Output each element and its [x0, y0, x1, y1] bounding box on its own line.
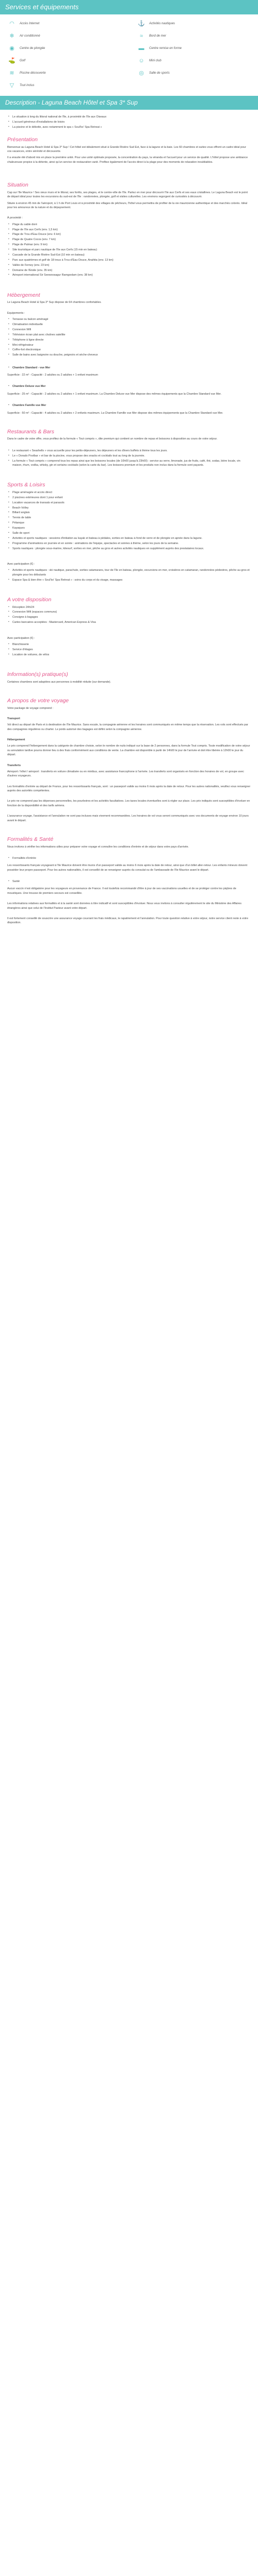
- room-name: ▪ Chambre Deluxe vue Mer: [7, 384, 251, 388]
- equipment-item: ▪ Téléphone à ligne directe: [7, 338, 251, 342]
- nearby-item: ▪ Plage du sable doré: [7, 223, 251, 227]
- situation-paragraph: Située à environ 45 min de l'aéroport, à 1 h de Port Louis et à proximité des villages de pêcheurs, l'hôtel vous permettra de profiter de la vie mauricienne authentique et des marchés colorés. Idéal pour les amoureux de la nature et du dépaysement.: [7, 201, 248, 209]
- nearby-item: ▪ Cascade de la Grande Rivière Sud-Est (10 min en bateau): [7, 253, 251, 257]
- wave-icon: ≈: [139, 33, 143, 40]
- formalites-paragraph: Aucun vaccin n'est obligatoire pour les voyageurs en provenance de France. Il est toutefois recommandé d'être à jour de ses vaccinations usuelles et de se protéger contre les piqûres de moustiques. Une trousse de premiers secours est conseillée.: [7, 887, 236, 895]
- nearby-item: ▪ Parc aux quatrièmes et golf de 18 trous à Trou-d'Eau-Douce, Anahita (env. 13 km): [7, 258, 251, 262]
- formalites-paragraph: Les informations relatives aux formalités et à la santé sont données à titre indicatif et sont susceptibles d'évoluer. Nous vous invitons à consulter régulièrement le site du Ministère des Affaires étrangères ainsi que celui de l'Institut Pasteur avant votre départ.: [7, 902, 241, 910]
- voyage-block-text: Vol direct au départ de Paris et à destination de l'Ile Maurice. Sans escale, la compagnie aérienne et les horaires sont communiqués en même temps que la réservation. Les vols sont effectués par des compagnies régulières ou charter. Le poids autorisé des bagages est défini selon la compagnie aérienne.: [7, 723, 248, 731]
- sports-list: [7, 490, 251, 551]
- restaurant-item: ▪ La formule « Tout compris » comprend tous les repas ainsi que les boissons locales (de 10h00 jusqu'à 23h00) : service au verre, limonade, jus de fruits, café, thé, sodas, bière locale, vin maison, rhum, vodka, whisky, gin et certains cocktails (selon la carte du bar). Les boissons premium et les produits non inclus dans la formule sont payants.: [7, 459, 251, 468]
- sport-item: ▪ Beach-Volley: [7, 506, 251, 510]
- equipment-item: ▪ Climatisation individuelle: [7, 323, 251, 327]
- kids-icon: ☺: [138, 58, 144, 64]
- dumbbell-icon: ▬: [138, 45, 144, 52]
- restaurants-intro: Dans le cadre de votre offre, vous profitez de la formule « Tout compris », dite premium qui contient un nombre de repas et boissons à disposition au cours de votre séjour.: [7, 437, 218, 441]
- disposition-paid-item: ▪ Blanchisserie: [7, 642, 251, 647]
- pool-icon: ≋: [9, 70, 14, 77]
- hotel-page: [0, 0, 258, 952]
- sports-paid-list: [7, 568, 251, 582]
- nearby-list: [7, 223, 251, 278]
- voyage-block-label: Transport: [7, 717, 20, 720]
- disposition-heading: A votre disposition: [7, 596, 52, 603]
- amenity-item: [7, 82, 121, 90]
- amenity-label: Centre remise en forme: [149, 46, 182, 50]
- amenity-label: Mini club: [149, 59, 162, 62]
- amenity-label: Accès Internet: [20, 22, 40, 25]
- sport-item: ▪ Location vacances de transats et parasols: [7, 501, 251, 505]
- room-types: [7, 361, 251, 415]
- voyage-block-text: Le prix comprend l'hébergement dans la catégorie de chambre choisie, selon le nombre de nuits indiqué sur la base de 2 personnes, dans la formule Tout compris. Toute modification de votre séjour ou annulation tardive pourra donner lieu à des frais conformément aux conditions de vente. La chambre est disponible à partir de 14h00 le jour de l'arrivée et doit être libérée à 12h00 le jour du départ.: [7, 744, 250, 757]
- voyage-blocks: [7, 713, 251, 778]
- voyage-block-label: Hébergement: [7, 738, 25, 742]
- hebergement-heading: Hébergement: [7, 292, 40, 298]
- formalites-paragraph: Les ressortissants français voyageant à l'Ile Maurice doivent être munis d'un passeport valide au moins 6 mois après la date de retour, ainsi que d'un billet aller-retour. Les enfants mineurs doivent posséder leur propre passeport. Pour les autres nationalités, il est conseillé de se renseigner auprès du consulat ou de l'ambassade de l'Ile Maurice avant le départ.: [7, 864, 248, 872]
- room-name: ▪ Chambre Standard - vue Mer: [7, 366, 251, 370]
- description-content: [0, 110, 258, 952]
- diving-icon: ◉: [9, 45, 14, 52]
- intro-list: [7, 115, 251, 129]
- amenity-item: [137, 21, 251, 28]
- disposition-paid-label: Avec participation (€) :: [7, 636, 35, 640]
- amenity-item: [7, 45, 121, 53]
- nearby-item: ▪ Vallée de Ferney (env. 23 km): [7, 263, 251, 267]
- room-desc: Superficie : 22 m² - Capacité : 2 adultes ou 2 adultes + 1 enfant maximum: [7, 374, 99, 377]
- room-type: [7, 384, 251, 388]
- nearby-item: ▪ Aéroport international Sir Seewoosagur Ramgoolam (env. 38 km): [7, 273, 251, 277]
- equipment-item: ▪ Coffre-fort électronique: [7, 348, 251, 352]
- voyage-note: Les formalités d'entrée au départ de France, pour les ressortissants français, sont : un passeport valide au moins 6 mois après la date de retour. Pour les autres nationalités, veuillez vous renseigner auprès des autorités compétentes.: [7, 785, 251, 793]
- sport-paid-item: ▪ Espace Spa & bien être « Soul'ko' Spa Retreat » : soins du corps et du visage, massages: [7, 578, 251, 582]
- amenity-label: Bord de mer: [149, 34, 167, 38]
- room-desc: Superficie : 25 m² - Capacité : 2 adultes ou 2 adultes + 1 enfant maximum. La Chambre Deluxe vue Mer dispose des mêmes équipements que la Chambre Standard vue Mer.: [7, 392, 222, 396]
- snowflake-icon: ❄: [9, 33, 14, 40]
- amenity-label: Golf: [20, 59, 26, 62]
- intro-item: ▪ La piscine et le débotte, avec notamment le spa « Soul'ko' Spa Retreat »: [7, 125, 251, 129]
- formalites-subheading-text: ▪ Formalités d'entrée: [7, 856, 251, 860]
- disposition-item: ▪ Cartes bancaires acceptées : Mastercard, American Express & Visa: [7, 620, 251, 624]
- nearby-item: ▪ Domaine de l'Etoile (env. 35 km): [7, 268, 251, 273]
- equipment-list: [7, 317, 251, 358]
- intro-item: ▪ Le situation à long du littoral national de l'Ile, à proximité de l'île aux Oiseaux: [7, 115, 251, 119]
- description-title: Description - Laguna Beach Hôtel et Spa 3* Sup: [0, 96, 258, 110]
- voyage-heading: A propos de votre voyage: [7, 698, 69, 704]
- nearby-item: ▪ Site touristique et parc nautique de l'Ile aux Cerfs (15 min en bateau): [7, 248, 251, 252]
- disposition-item: ▪ Connexion Wifi (espaces communs): [7, 610, 251, 614]
- disposition-item: ▪ Consigne à bagages: [7, 615, 251, 619]
- amenity-item: [7, 33, 121, 40]
- formalites-content: [7, 845, 251, 931]
- hebergement-intro: Le Laguna Beach Hotel & Spa 3* Sup dispose de 64 chambres confortables.: [7, 301, 102, 304]
- disposition-paid-item: ▪ Service d'étages: [7, 648, 251, 652]
- nearby-item: ▪ Plage de l'Ile aux Cerfs (env. 1,5 km): [7, 228, 251, 232]
- cocktail-icon: ▽: [9, 82, 14, 89]
- services-title: Services et équipements: [0, 0, 258, 14]
- sport-item: ▪ Plage aménagée et accès direct: [7, 490, 251, 495]
- sport-item: ▪ Sports nautiques : plongée sous-marine, kitesurf, sorties en mer, pêche au gros et autres activités nautiques en supplément auprès des prestataires locaux.: [7, 547, 251, 551]
- restaurants-heading: Restaurants & Bars: [7, 428, 55, 435]
- voyage-block-label: Transferts: [7, 764, 21, 767]
- formalites-subheading-text: ▪ Santé: [7, 879, 251, 884]
- wifi-icon: ◠: [9, 21, 14, 27]
- amenity-item: [137, 45, 251, 53]
- equipment-item: ▪ Connexion Wifi: [7, 328, 251, 332]
- room-type: [7, 366, 251, 370]
- amenity-label: Piscine découverte: [20, 71, 46, 75]
- situation-heading: Situation: [7, 182, 28, 189]
- room-name: ▪ Chambre Famille vue Mer: [7, 403, 251, 408]
- sport-item: ▪ Pétanque: [7, 521, 251, 525]
- room-desc: Superficie : 50 m² - Capacité : 4 adultes ou 2 adultes + 2 enfants maximum. La Chambre Famille vue Mer dispose des mêmes équipements que la Chambre Standard vue Mer.: [7, 411, 223, 415]
- restaurant-item: ▪ Le restaurant « Seashells » vous accueille pour les petits-déjeuners, les déjeuners et les dîners buffets à thème tous les jours.: [7, 449, 251, 453]
- nearby-label: À proximité :: [7, 216, 23, 220]
- situation-paragraph: Cap sur l'Ile Maurice ! Ses vieux murs et le littoral, ses forêts, ses plages, et le centre-ville de l'île. Partez en mer pour découvrir l'Ile aux Cerfs et ses eaux cristallines. Le Laguna Beach est le point de départ idéal pour toutes les excursions du sud-est de l'île : randonnées, plongée, golf et visites culturelles. Les environs regorgent de curiosités à découvrir.: [7, 191, 248, 199]
- disposition-paid-list: [7, 642, 251, 657]
- amenity-label: Air conditionné: [20, 34, 40, 38]
- amenity-label: Activités nautiques: [149, 22, 175, 25]
- sports-paid-label: Avec participation (€) :: [7, 562, 35, 566]
- nearby-item: ▪ Plage de Quatre Cocos (env. 7 km): [7, 238, 251, 242]
- presentation-paragraph: Bienvenue au Laguna Beach Hotel & Spa 3* Sup ! Cet hôtel est idéalement situé à Grande Rivière Sud Est, face à la lagune et la baie. Les 60 chambres et suites vous offrent un cadre idéal pour vos vacances, entre sérénité et découverte.: [7, 145, 246, 154]
- disposition-item: ▪ Réception 24h/24: [7, 605, 251, 609]
- amenity-label: Tout inclus: [20, 83, 35, 87]
- equipment-item: ▪ Mini réfrigérateur: [7, 343, 251, 347]
- formalites-subheading: [7, 856, 251, 860]
- voyage-block-text: Aéroport / hôtel / aéroport : transferts en voiture climatisée ou en minibus, avec assistance francophone à l'arrivée. Les transferts sont organisés en fonction des horaires de vol, en groupe avec d'autres voyageurs.: [7, 770, 244, 778]
- disposition-paid-item: ▪ Location de voitures, de vélos: [7, 653, 251, 657]
- sport-item: ▪ Activités et sports nautiques : sessions d'initiation au kayak et bateau à pédales, sorties en bateau à fond de verre et de plongée en apnée dans la lagune.: [7, 536, 251, 540]
- disposition-list: [7, 605, 251, 625]
- amenity-item: [7, 21, 121, 28]
- kayak-icon: ⚓: [138, 21, 145, 27]
- presentation-paragraph: Il a ensuite été d'abord mis en place la première unité. Pour une unité optimale proposée, la concentration du pays, la véranda et l'accueil pour un service de qualité. L'hôtel propose une ambiance chaleureuse propice à la détente, ainsi qu'un service de restauration varié. Profitez également de l'accès direct à la plage pour des moments de relaxation inoubliables.: [7, 156, 248, 164]
- pratiques-text: Certaines chambres sont adaptées aux personnes à mobilité réduite (sur demande).: [7, 680, 111, 684]
- equipment-item: ▪ Télévision écran plat avec chaînes satellite: [7, 333, 251, 337]
- amenity-item: [137, 58, 251, 65]
- voyage-intro: Votre package de voyage comprend :: [7, 706, 54, 710]
- nearby-item: ▪ Plage de Trou d'Eau Douce (env. 6 km): [7, 232, 251, 236]
- restaurants-list: [7, 449, 251, 468]
- restaurant-item: ▪ Le « Dorado Poolbar » et bar de la piscine, vous propose des snacks et cocktails tout au long de la journée.: [7, 454, 251, 458]
- sport-paid-item: ▪ Activités et sports nautiques : ski nautique, parachute, sorties catamarans, tour de l'île en bateau, plongée, excursions en mer, croisières en catamaran, randonnées pédestres, pêche au gros et plongée pour les débutants: [7, 568, 251, 577]
- voyage-note: Le prix ne comprend pas les dépenses personnelles, les pourboires et les activités facultatives. Les taxes locales éventuelles sont à régler sur place. Les prix indiqués sont susceptibles d'évoluer en fonction de la disponibilité et des tarifs aériens.: [7, 800, 250, 807]
- equipment-item: ▪ Terrasse ou balcon aménagé: [7, 317, 251, 321]
- amenity-item: [137, 33, 251, 40]
- sports-heading: Sports & Loisirs: [7, 482, 45, 488]
- golf-icon: ⛳: [8, 58, 15, 64]
- voyage-notes: [7, 781, 251, 823]
- amenity-item: [7, 58, 121, 65]
- sports-icon: ◎: [139, 70, 144, 77]
- formalites-paragraph: Il est fortement conseillé de souscrire une assurance voyage couvrant les frais médicaux, le rapatriement et l'annulation. Pour toute question relative à votre séjour, notre service client reste à votre disposition.: [7, 917, 248, 925]
- sport-item: ▪ Tennis de table: [7, 516, 251, 520]
- amenity-label: Salle de sports: [149, 71, 170, 75]
- formalites-paragraph: Nous invitons à vérifier les informations utiles pour préparer votre voyage et connaître les conditions d'entrée et de séjour dans votre pays d'arrivée.: [7, 845, 189, 849]
- sport-item: ▪ Billard anglais: [7, 511, 251, 515]
- sport-item: ▪ 2 piscines extérieures dont 1 pour enfant: [7, 496, 251, 500]
- amenity-item: [7, 70, 121, 77]
- formalites-subheading: [7, 879, 251, 884]
- amenities-grid: [0, 14, 258, 96]
- sport-item: ▪ Kayaques: [7, 526, 251, 530]
- presentation-heading: Présentation: [7, 137, 38, 143]
- pratiques-heading: Information(s) pratique(s): [7, 671, 68, 678]
- equipment-label: Equipements :: [7, 311, 25, 315]
- amenity-label: Centre de plongée: [20, 46, 45, 50]
- room-type: [7, 403, 251, 408]
- nearby-item: ▪ Plage de Palmar (env. 9 km): [7, 243, 251, 247]
- equipment-item: ▪ Salle de bains avec baignoire ou douche, peignoirs et sèche-cheveux: [7, 353, 251, 357]
- intro-item: ▪ L'accueil généreux d'installations de loisirs: [7, 120, 251, 124]
- voyage-note: L'assurance voyage, l'assistance et l'annulation ne sont pas incluses mais vivement recommandées. Les horaires de vol vous seront communiqués avec vos documents de voyage environ 10 jours avant le départ.: [7, 815, 249, 822]
- sport-item: ▪ Programme d'animations en journée et en soirée : animations de l'équipe, spectacles et soirées à thème, selon les jours de la semaine.: [7, 541, 251, 546]
- formalites-heading: Formalités & Santé: [7, 836, 54, 842]
- amenity-item: [137, 70, 251, 77]
- sport-item: ▪ Salle de sport: [7, 531, 251, 535]
